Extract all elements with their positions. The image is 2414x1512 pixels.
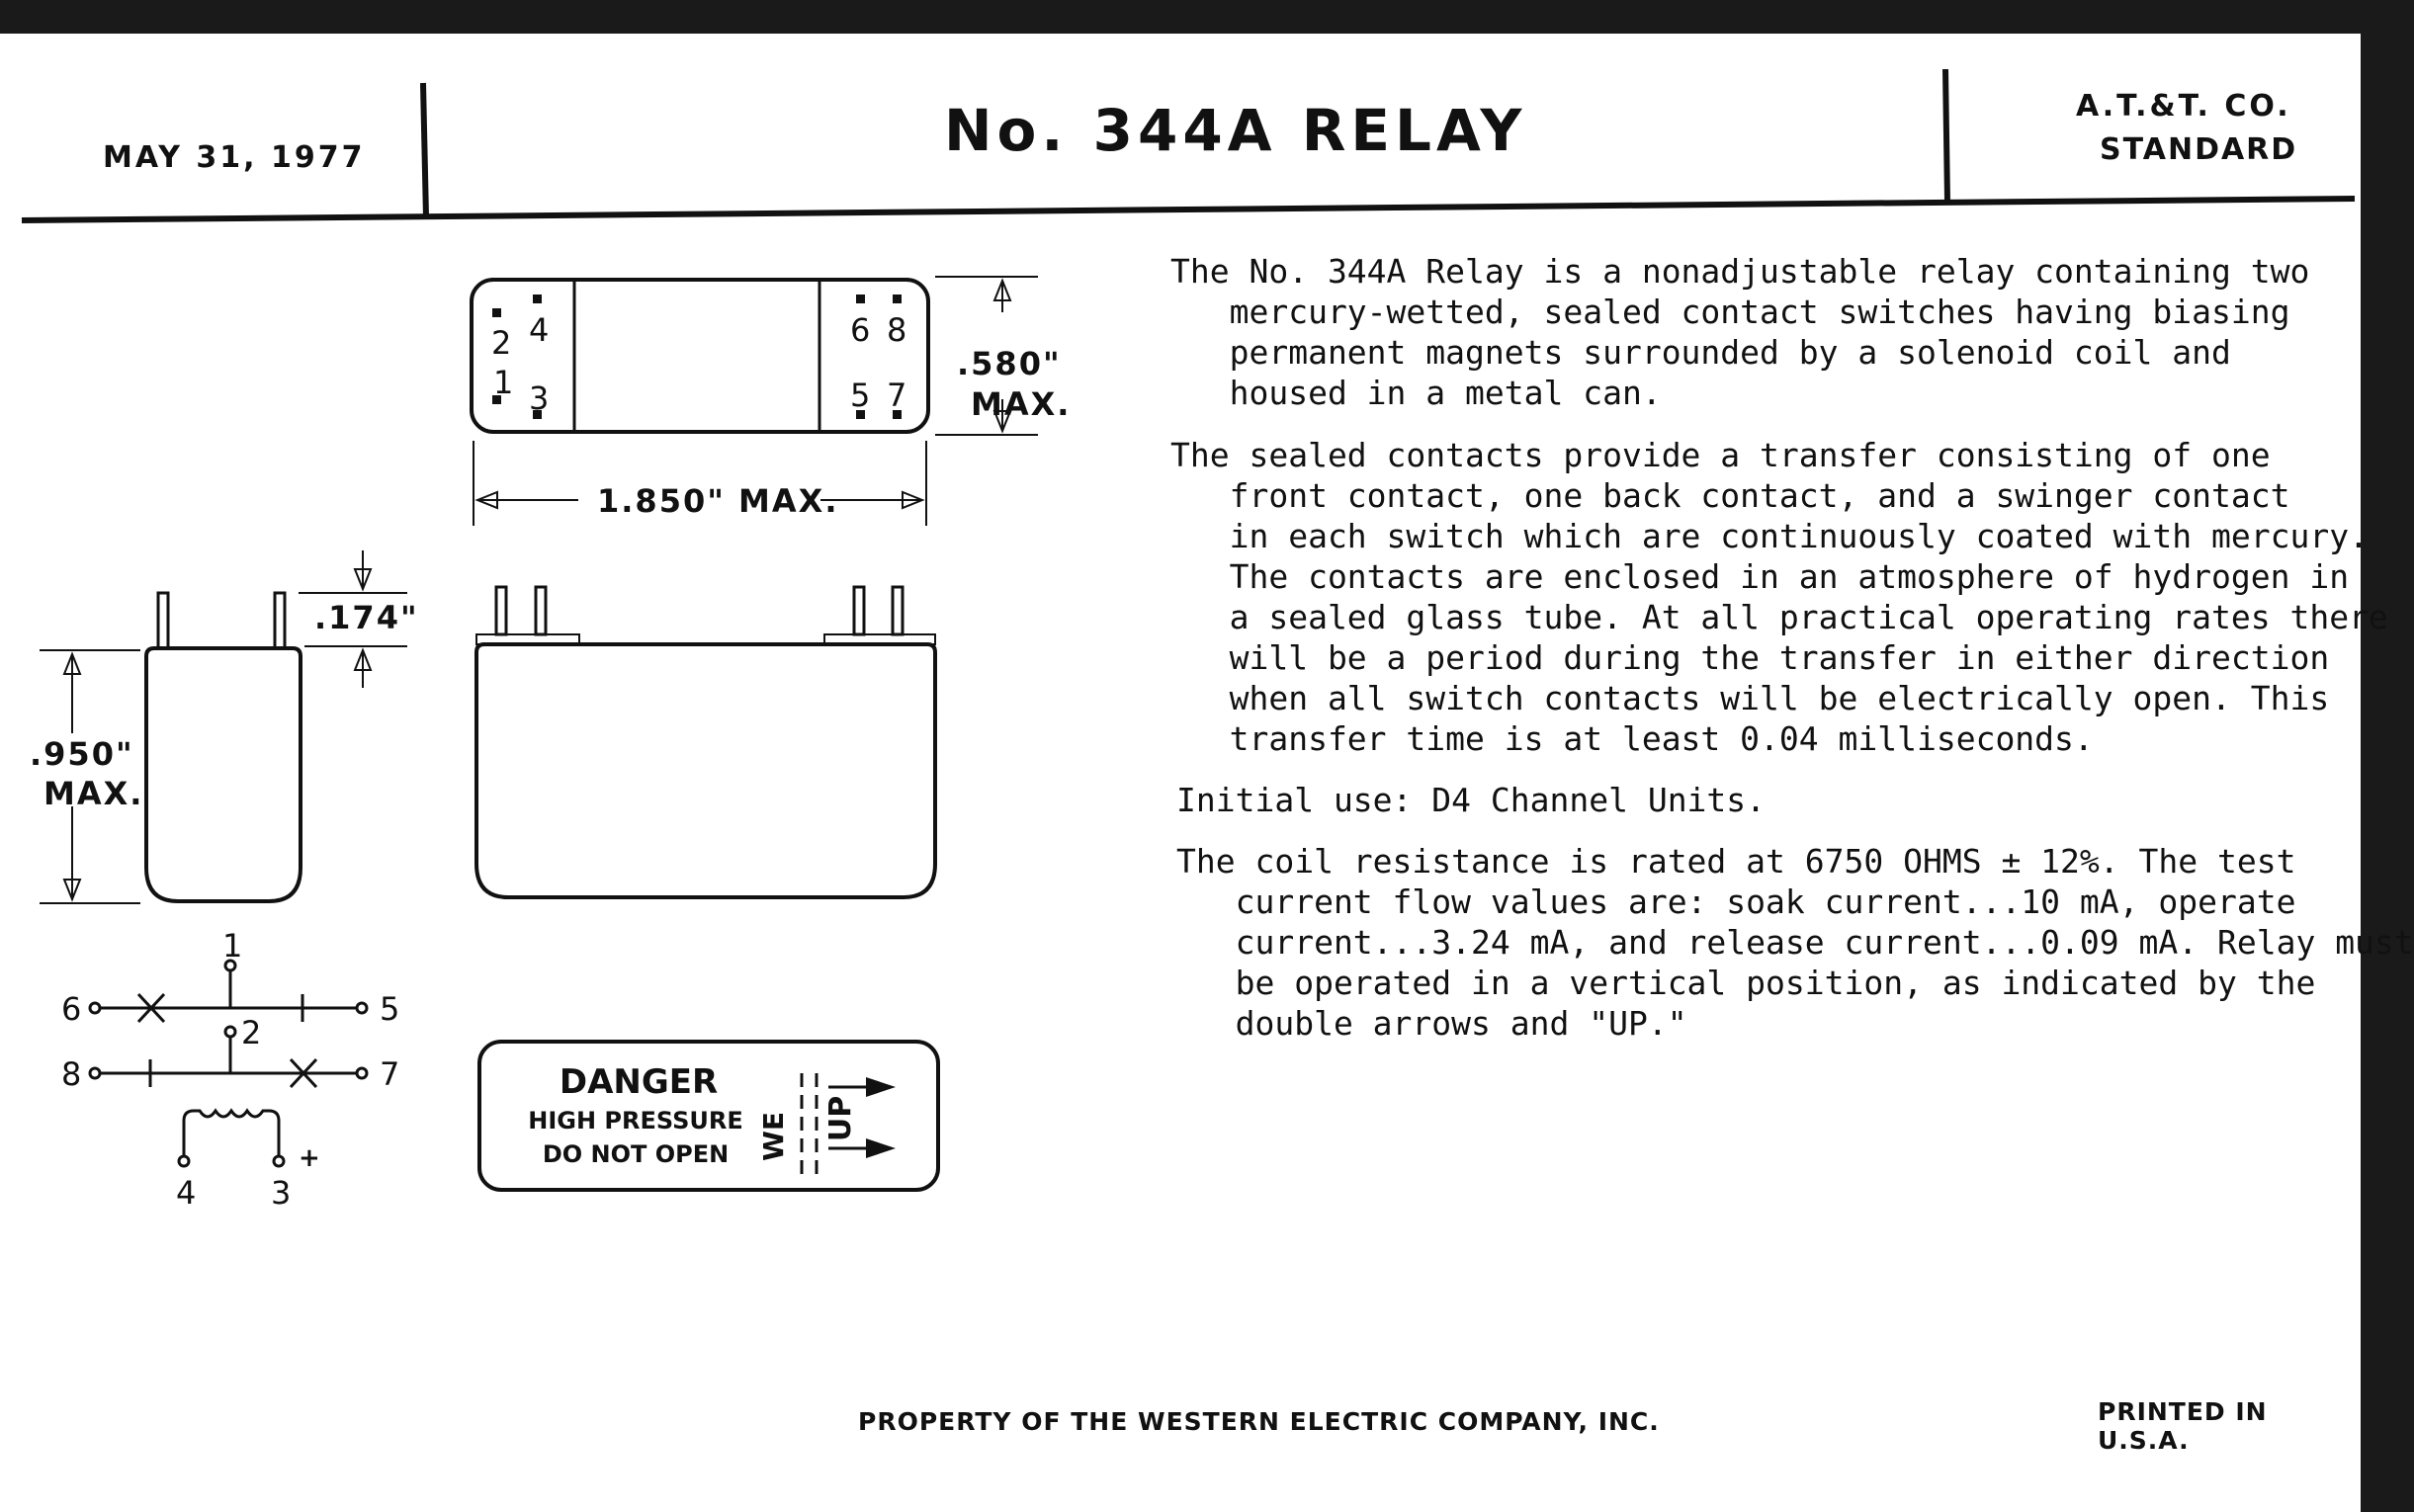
- pin-2-label: 2: [491, 324, 512, 362]
- danger-heading: DANGER: [559, 1062, 719, 1102]
- pin-6-label: 6: [850, 311, 871, 349]
- relay-spec-card: [0, 34, 2414, 1512]
- height-dim-side: .950": [30, 735, 134, 773]
- pin-length-dim: .174": [314, 599, 419, 636]
- pin-7-label: 7: [887, 377, 907, 414]
- standard-label: STANDARD: [2100, 132, 2298, 167]
- top-view: [472, 277, 1071, 526]
- up-label: UP: [823, 1095, 858, 1142]
- height-max-side: MAX.: [43, 775, 144, 812]
- standard-org: A.T.&T. CO.: [2076, 89, 2291, 124]
- side-view-narrow: [30, 550, 419, 903]
- schematic-term-6: 6: [61, 990, 82, 1028]
- danger-label: [479, 1042, 938, 1190]
- paragraph-initial-use: Initial use: D4 Channel Units.: [1176, 781, 1767, 819]
- side-view-wide: [476, 587, 935, 897]
- danger-line-2: HIGH PRESSURE: [528, 1107, 743, 1134]
- schematic-term-3: 3: [271, 1174, 292, 1212]
- paragraph-contacts: The sealed contacts provide a transfer consisting of one front contact, one back contact, and a swinger contact in each switch which are continuously coated with mercury. The contacts are enclosed in an atmosphere of hydrogen in a sealed glass tube. At all practical operating rates there will be a period during the transfer in either direction when all switch contacts will be electrically open. This transfer time is at least 0.04 milliseconds.: [1170, 436, 2388, 758]
- schematic-term-5: 5: [380, 990, 400, 1028]
- paragraph-description: The No. 344A Relay is a nonadjustable relay containing two mercury-wetted, sealed contact switches having biasing permanent magnets surrounded by a solenoid coil and housed in a metal can.: [1170, 252, 2310, 412]
- pin-4-label: 4: [529, 311, 550, 349]
- pin-3-label: 3: [529, 379, 550, 417]
- schematic-plus: +: [299, 1143, 320, 1173]
- pin-1-label: 1: [493, 364, 514, 401]
- height-max-top: MAX.: [971, 385, 1072, 423]
- pin-8-label: 8: [887, 311, 907, 349]
- pin-5-label: 5: [850, 377, 871, 414]
- width-dim: 1.850" MAX.: [597, 482, 839, 520]
- schematic-term-4: 4: [176, 1174, 197, 1212]
- schematic-term-2: 2: [241, 1014, 262, 1051]
- height-dim-top: .580": [957, 345, 1062, 382]
- printed-notice: PRINTED IN U.S.A.: [2098, 1397, 2268, 1455]
- danger-line-3: DO NOT OPEN: [542, 1140, 730, 1168]
- page-title: No. 344A RELAY: [944, 97, 1527, 164]
- paragraph-coil: The coil resistance is rated at 6750 OHMS ± 12%. The test current flow values are: soak current...10 mA, operate current...3.24 mA, and release current...0.09 mA. Relay must be operated in a vertical position, as indicated by the double arrows and "UP.": [1176, 842, 2414, 1043]
- issue-date: MAY 31, 1977: [103, 140, 366, 175]
- circuit-schematic: [90, 961, 367, 1166]
- schematic-term-8: 8: [61, 1055, 82, 1093]
- property-notice: PROPERTY OF THE WESTERN ELECTRIC COMPANY, INC.: [858, 1407, 1660, 1436]
- schematic-term-7: 7: [380, 1055, 400, 1093]
- schematic-term-1: 1: [222, 927, 243, 965]
- relay-drawings: [0, 221, 1072, 1407]
- we-logo: WE: [757, 1111, 790, 1162]
